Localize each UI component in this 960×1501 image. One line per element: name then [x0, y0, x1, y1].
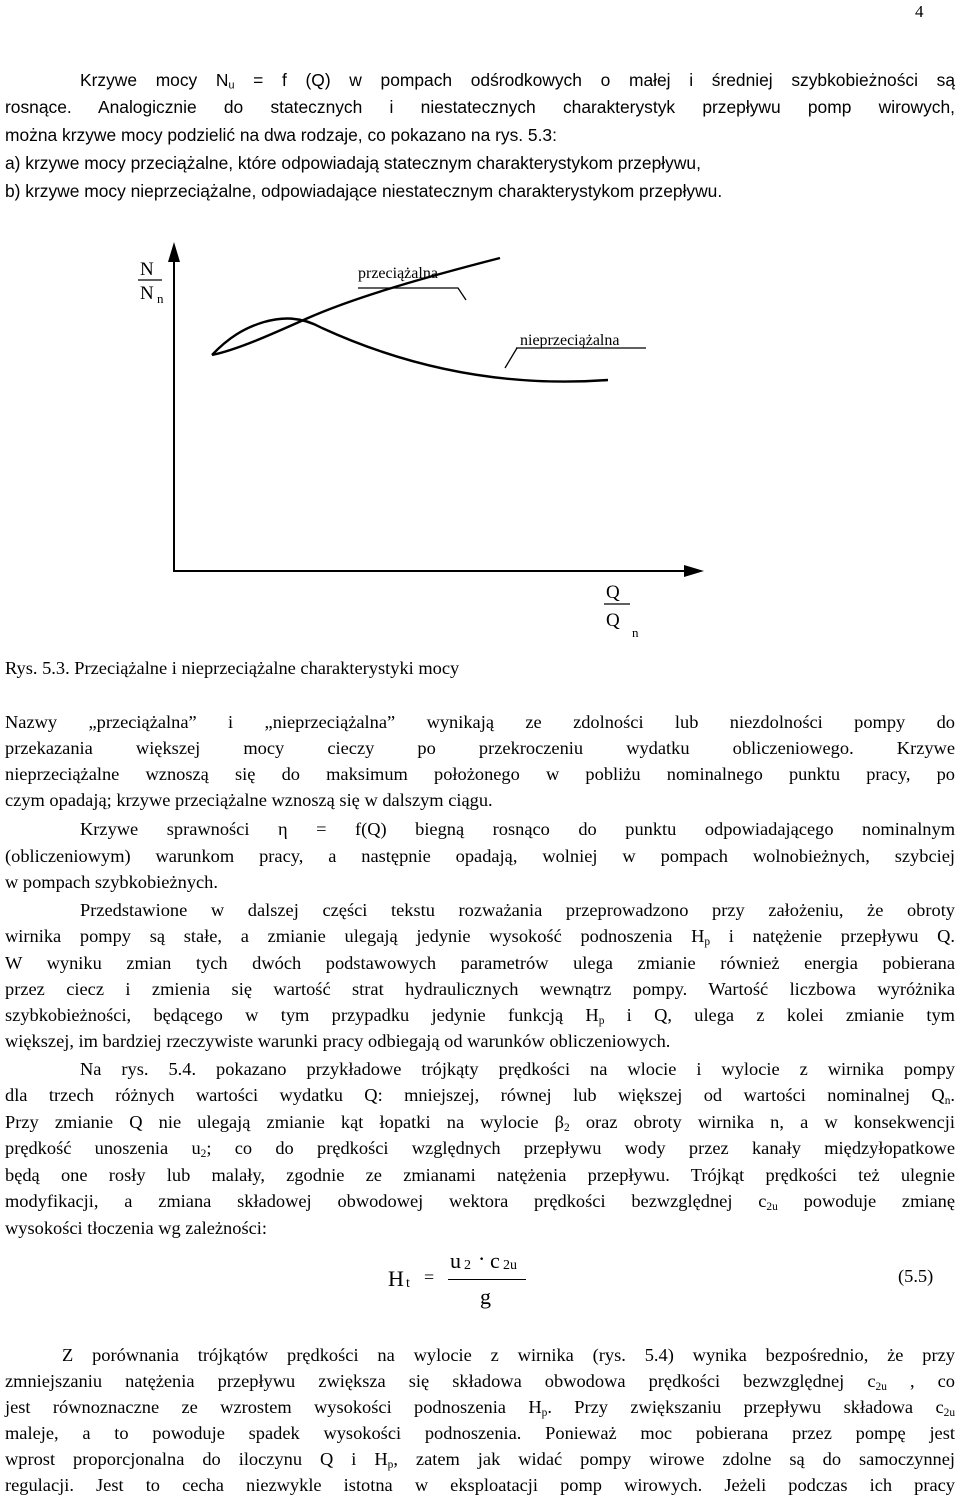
overloadable-label: przeciążalna: [358, 265, 438, 282]
p1-line-3: nieprzeciążalne wznoszą się do maksimum położonego w pobliżu nominalnego punktu pracy, po: [5, 764, 955, 784]
p1-line-4: czym opadają; krzywe przeciążalne wznoszą się w dalszym ciągu.: [5, 790, 493, 810]
p5-line-4: maleje, a to powoduje spadek wysokości podnoszenia. Ponieważ moc pobierana przez pompę jest: [5, 1423, 955, 1443]
p4-line-2: dla trzech różnych wartości wydatku Q: mniejszej, równej lub większej od wartości nominalnej $Q_n$.: [5, 1085, 955, 1107]
p1-line-2: przekazania większej mocy cieczy po przekroczeniu wydatku obliczeniowego. Krzywe: [5, 738, 955, 758]
p3-line-5: szybkobieżności, będącego w tym przypadku jedynie funkcją $H_p$ i Q, ulega z kolei zmianie tym: [5, 1005, 955, 1027]
p3-line-6: większej, im bardziej rzeczywiste warunki pracy odbiegają od warunków obliczeniowych.: [5, 1031, 671, 1051]
x-axis-label-denominator: Q: [606, 610, 620, 631]
p5-line-2: zmniejszaniu natężenia przepływu zwiększa się składowa obwodowa prędkości bezwzględnej $c_{2u}$ , co: [5, 1371, 955, 1393]
p5-line-1: Z porównania trójkątów prędkości na wylocie z wirnika (rys. 5.4) wynika bezpośrednio, że przy: [62, 1345, 955, 1365]
p4-line-3: Przy zmianie Q nie ulegają zmianie kąt łopatki na wylocie $\beta_2$ oraz obroty wirnika n, a w konsekwencji: [5, 1112, 955, 1134]
p2-line-2: (obliczeniowym) warunkom pracy, a następnie opadają, wolniej w pompach wolnobieżnych, szybciej: [5, 846, 955, 866]
y-axis-label-numerator: N: [140, 259, 154, 280]
p3-line-4: przez ciecz i zmienia się wartość strat hydraulicznych wewnątrz pompy. Wartość liczbowa wyróżnika: [5, 979, 955, 999]
formula-H: H: [388, 1266, 404, 1291]
formula-g: g: [480, 1284, 491, 1309]
p3-line-2: wirnika pompy są stałe, a zmianie ulegają jedynie wysokość podnoszenia $H_p$ i natężenie przepływu Q.: [5, 926, 955, 948]
non-overloadable-label: nieprzeciążalna: [520, 332, 620, 349]
p4-line-1: Na rys. 5.4. pokazano przykładowe trójkąty prędkości na wlocie i wylocie z wirnika pompy: [80, 1059, 955, 1079]
formula-fraction-bar: [448, 1279, 526, 1280]
p5-line-5: wprost proporcjonalna do iloczynu Q i $H_p$, zatem jak widać pompy wirowe zdolne są do samoczynnej: [5, 1449, 955, 1471]
x-axis-arrow: [684, 565, 704, 577]
intro-line-3: można krzywe mocy podzielić na dwa rodzaje, co pokazano na rys. 5.3:: [5, 125, 557, 145]
power-curves-figure: [0, 240, 960, 660]
page-number: 4: [915, 2, 924, 21]
formula-number: (5.5): [898, 1266, 934, 1286]
x-axis-label-sub: n: [632, 625, 639, 640]
formula-dot: ·: [478, 1246, 486, 1271]
p5-line-6: regulacji. Jest to cecha niezwykle istotna w eksploatacji pomp wirowych. Jeżeli podczas ich pracy: [5, 1475, 955, 1495]
formula-equals: =: [424, 1267, 435, 1287]
list-item-b: b) krzywe mocy nieprzeciążalne, odpowiadające niestatecznym charakterystykom przepływu.: [5, 181, 723, 201]
formula-c-sub: 2u: [503, 1258, 517, 1273]
y-axis-label-denominator: N: [140, 283, 154, 304]
list-item-a: a) krzywe mocy przeciążalne, które odpowiadają statecznym charakterystykom przepływu,: [5, 153, 701, 173]
p3-line-1: Przedstawione w dalszej części tekstu rozważania przeprowadzono przy założeniu, że obroty: [80, 900, 955, 920]
intro-line-2: rosnące. Analogicznie do statecznych i niestatecznych charakterystyk przepływu pomp wirowych,: [5, 97, 955, 117]
p4-line-4: prędkość unoszenia $u_2$; co do prędkości względnych przepływu wody przez kanały międzyłopatkowe: [5, 1138, 955, 1160]
non-overloadable-leader-tick: [505, 348, 517, 368]
p5-line-3: jest równoznaczne ze wzrostem wysokości podnoszenia $H_p$. Przy zwiększaniu przepływu składowa $c_{2u}$: [5, 1397, 956, 1419]
p2-line-3: w pompach szybkobieżnych.: [5, 872, 218, 892]
p3-line-3: W wyniku zmian tych dwóch podstawowych parametrów ulega zmianie również energia pobierana: [5, 953, 955, 973]
y-axis-arrow: [168, 242, 180, 262]
overloadable-curve: [212, 258, 500, 355]
p4-line-7: wysokości tłoczenia wg zależności:: [5, 1218, 267, 1238]
x-axis-label-numerator: Q: [606, 582, 620, 603]
formula-5-5: [0, 1240, 960, 1320]
y-axis-label-sub: n: [157, 291, 164, 306]
p2-line-1: Krzywe sprawności η = f(Q) biegną rosnąco do punktu odpowiadającego nominalnym: [80, 819, 955, 839]
intro-line-1: Krzywe mocy $N_u = f$ (Q) w pompach odśrodkowych o małej i średniej szybkobieżności są: [80, 70, 955, 92]
p4-line-5: będą one rosły lub malały, zgodnie ze zmianami natężenia przepływu. Trójkąt prędkości też ulegnie: [5, 1165, 955, 1185]
non-overloadable-curve: [212, 318, 608, 381]
formula-c: c: [490, 1248, 500, 1273]
figure-caption: Rys. 5.3. Przeciążalne i nieprzeciążalne charakterystyki mocy: [5, 658, 460, 678]
formula-t: t: [406, 1276, 410, 1291]
p4-line-6: modyfikacji, a zmiana składowej obwodowej wektora prędkości bezwzględnej $c_{2u}$ powoduje zmianę: [5, 1191, 956, 1213]
formula-u: u: [450, 1248, 461, 1273]
formula-u-sub: 2: [464, 1258, 471, 1273]
p1-line-1: Nazwy „przeciążalna” i „nieprzeciążalna” wynikają ze zdolności lub niezdolności pompy do: [5, 712, 955, 732]
